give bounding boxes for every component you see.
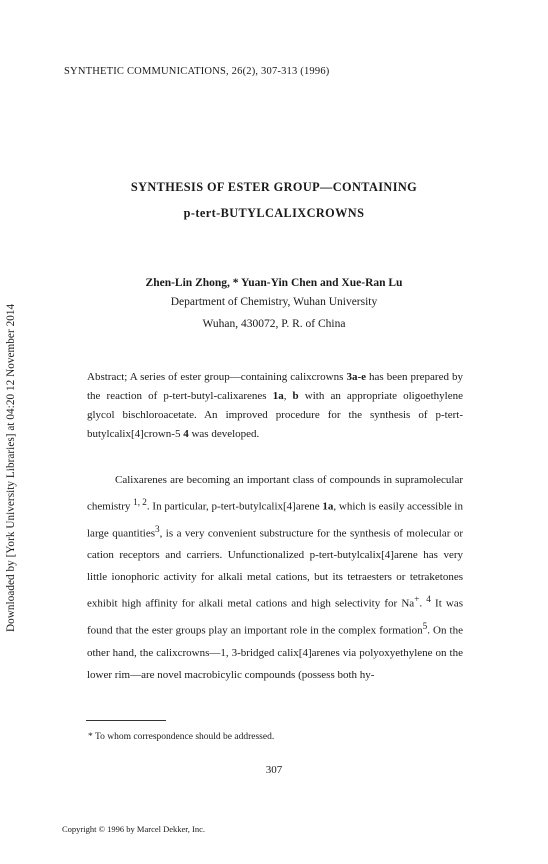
- compound-ref: 4: [183, 428, 189, 440]
- affiliation-line-1: Department of Chemistry, Wuhan University: [170, 296, 378, 308]
- body-text: Calixarenes are becoming an important class of compounds in supramolecular chemistry: [87, 474, 463, 513]
- compound-ref: 1a: [272, 390, 284, 402]
- affiliation-line-2: Wuhan, 430072, P. R. of China: [202, 318, 346, 330]
- copyright-notice: Copyright © 1996 by Marcel Dekker, Inc.: [62, 824, 206, 834]
- abstract-text: has been prepared by the reaction of p-tert-butyl-calixarenes: [87, 371, 463, 402]
- body-text: , which is easily accessible in large quantities: [87, 500, 463, 540]
- footnote-divider: [86, 720, 166, 721]
- footnote: * To whom correspondence should be addressed.: [88, 732, 275, 742]
- ion-charge: +: [414, 594, 420, 605]
- abstract-text: Abstract; A series of ester group—containing calixcrowns: [87, 371, 347, 383]
- citation: 5: [422, 620, 428, 631]
- body-text: . On the other hand, the calixcrowns—1, 3-bridged calix[4]arenes via polyoxyethylene on the lower rim—are novel macrobicylic compounds (possess both hy-: [87, 624, 463, 681]
- abstract-text: ,: [283, 390, 293, 402]
- compound-ref: b: [292, 390, 299, 402]
- title-line-2: p-tert-BUTYLCALIXCROWNS: [183, 206, 365, 220]
- body-text: , is a very convenient substructure for the synthesis of molecular or cation receptors and carriers. Unfunctionalized p-tert-butylcalix[4]arene has very little ionophoric activity for alkali metal cations, but its tetraesters or tetraketones exhibit high affinity for alkali metal cations and high selectivity for Na: [87, 527, 463, 610]
- body-text: . In particular, p-tert-butylcalix[4]arene: [146, 500, 323, 513]
- authors: Zhen-Lin Zhong, * Yuan-Yin Chen and Xue-Ran Lu: [145, 277, 403, 289]
- citation: 1, 2: [133, 497, 147, 507]
- journal-header: SYNTHETIC COMMUNICATIONS, 26(2), 307-313 (1996): [64, 66, 330, 77]
- body-paragraph: [87, 469, 463, 686]
- citation: 3: [155, 523, 160, 534]
- body-text: It was found that the ester groups play an important role in the complex formation: [87, 597, 464, 637]
- page-number: 307: [265, 764, 283, 776]
- compound-ref: 1a: [322, 500, 334, 513]
- compound-ref: 3a-e: [346, 371, 366, 383]
- download-watermark: Downloaded by [York University Libraries] at 04:20 12 November 2014: [5, 303, 17, 632]
- abstract-text: with an appropriate oligoethylene glycol bischloroacetate. An improved procedure for the synthesis of p-tert-butylcalix[4]crown-5: [87, 390, 463, 440]
- abstract-text: was developed.: [188, 428, 260, 440]
- citation: 4: [426, 594, 431, 605]
- title-line-1: SYNTHESIS OF ESTER GROUP—CONTAINING: [130, 180, 418, 194]
- abstract: [87, 368, 463, 444]
- body-text: .: [419, 597, 427, 610]
